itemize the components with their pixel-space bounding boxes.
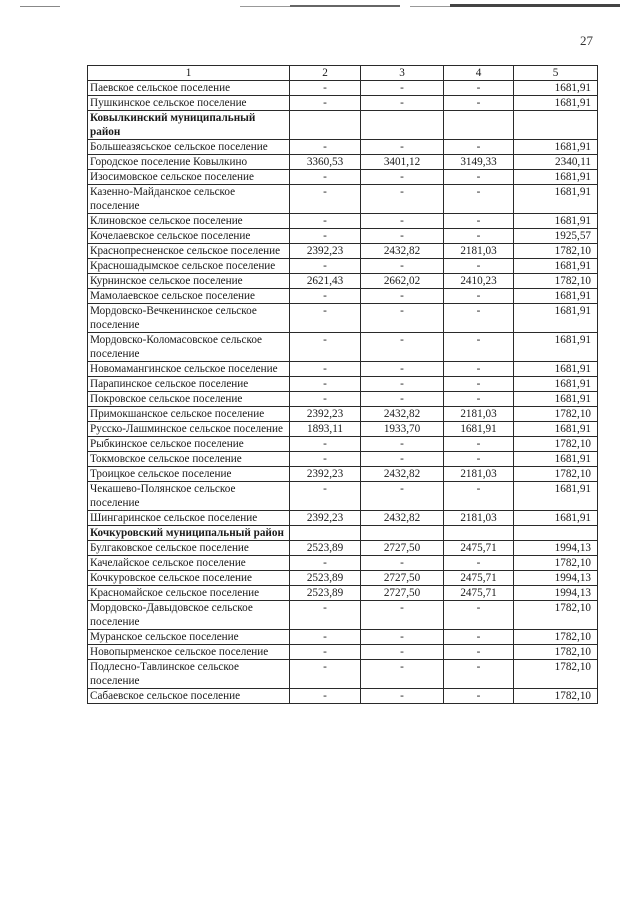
value-cell-col-4: - [444, 333, 514, 362]
table-row [88, 392, 598, 407]
value-cell-col-3: - [361, 259, 444, 274]
value-cell-col-4: - [444, 96, 514, 111]
value-cell-col-5: 1681,91 [514, 377, 598, 392]
table-row [88, 407, 598, 422]
settlement-name-cell: Примокшанское сельское поселение [88, 407, 290, 422]
value-cell-col-3: - [361, 392, 444, 407]
value-cell-col-2: 2621,43 [290, 274, 361, 289]
table-header-row [88, 66, 598, 81]
value-cell-col-5: 1782,10 [514, 407, 598, 422]
value-cell-col-4: - [444, 437, 514, 452]
district-header-row [88, 526, 598, 541]
table-row [88, 422, 598, 437]
table-row [88, 571, 598, 586]
value-cell-col-3: 2432,82 [361, 511, 444, 526]
value-cell-col-5: 1925,57 [514, 229, 598, 244]
value-cell-col-2: - [290, 229, 361, 244]
value-cell-col-5: 1782,10 [514, 437, 598, 452]
value-cell-col-5: 1782,10 [514, 244, 598, 259]
table-row [88, 482, 598, 511]
value-cell-col-5: 1681,91 [514, 422, 598, 437]
value-cell-col-2: 2392,23 [290, 467, 361, 482]
settlement-name-cell: Кочкуровское сельское поселение [88, 571, 290, 586]
table-row [88, 229, 598, 244]
value-cell-col-2: - [290, 689, 361, 704]
value-cell-col-3: - [361, 333, 444, 362]
settlement-name-cell: Изосимовское сельское поселение [88, 170, 290, 185]
data-table [87, 65, 598, 704]
value-cell-col-2: - [290, 185, 361, 214]
value-cell-col-4: - [444, 689, 514, 704]
column-header-5: 5 [514, 66, 598, 81]
settlement-name-cell: Мордовско-Вечкенинское сельское поселение [88, 304, 290, 333]
value-cell-col-4: 2181,03 [444, 407, 514, 422]
value-cell-col-3: 2432,82 [361, 467, 444, 482]
value-cell-col-4: - [444, 289, 514, 304]
table-row [88, 96, 598, 111]
value-cell-col-4: - [444, 259, 514, 274]
value-cell-col-2: - [290, 645, 361, 660]
settlement-name-cell: Булгаковское сельское поселение [88, 541, 290, 556]
table-row [88, 541, 598, 556]
value-cell-col-4: - [444, 482, 514, 511]
value-cell-col-5: 1782,10 [514, 689, 598, 704]
value-cell-col-2: - [290, 304, 361, 333]
value-cell-col-4: 2181,03 [444, 467, 514, 482]
settlement-name-cell: Новомамангинское сельское поселение [88, 362, 290, 377]
value-cell-col-3: - [361, 96, 444, 111]
table-row [88, 362, 598, 377]
value-cell-col-3: - [361, 185, 444, 214]
value-cell-col-3: - [361, 289, 444, 304]
settlement-name-cell: Паевское сельское поселение [88, 81, 290, 96]
value-cell-col-3: - [361, 660, 444, 689]
settlement-name-cell: Курнинское сельское поселение [88, 274, 290, 289]
value-cell-col-2: 2392,23 [290, 407, 361, 422]
settlement-name-cell: Клиновское сельское поселение [88, 214, 290, 229]
value-cell-col-3 [361, 526, 444, 541]
value-cell-col-5: 1782,10 [514, 467, 598, 482]
value-cell-col-4: - [444, 452, 514, 467]
table-row [88, 259, 598, 274]
settlement-name-cell: Шингаринское сельское поселение [88, 511, 290, 526]
value-cell-col-3: - [361, 630, 444, 645]
value-cell-col-3: 1933,70 [361, 422, 444, 437]
table-row [88, 437, 598, 452]
value-cell-col-5: 1782,10 [514, 645, 598, 660]
settlement-name-cell: Мордовско-Давыдовское сельское поселение [88, 601, 290, 630]
value-cell-col-2: - [290, 289, 361, 304]
value-cell-col-2: - [290, 170, 361, 185]
value-cell-col-5: 1681,91 [514, 96, 598, 111]
value-cell-col-2: 2392,23 [290, 511, 361, 526]
table-row [88, 214, 598, 229]
value-cell-col-5: 1782,10 [514, 601, 598, 630]
value-cell-col-3: - [361, 452, 444, 467]
value-cell-col-3: 2727,50 [361, 541, 444, 556]
settlement-name-cell: Муранское сельское поселение [88, 630, 290, 645]
value-cell-col-4: 2475,71 [444, 586, 514, 601]
value-cell-col-5: 1681,91 [514, 392, 598, 407]
value-cell-col-4: - [444, 140, 514, 155]
table-row [88, 601, 598, 630]
settlement-name-cell: Красномайское сельское поселение [88, 586, 290, 601]
value-cell-col-2: - [290, 556, 361, 571]
value-cell-col-4: - [444, 645, 514, 660]
value-cell-col-5: 1681,91 [514, 214, 598, 229]
value-cell-col-3: - [361, 689, 444, 704]
value-cell-col-2: 2523,89 [290, 571, 361, 586]
table-body [88, 81, 598, 704]
value-cell-col-5: 1681,91 [514, 289, 598, 304]
column-header-2: 2 [290, 66, 361, 81]
value-cell-col-2: - [290, 601, 361, 630]
value-cell-col-5: 1681,91 [514, 185, 598, 214]
page-number: 27 [580, 33, 593, 48]
value-cell-col-5: 1681,91 [514, 362, 598, 377]
settlement-name-cell: Рыбкинское сельское поселение [88, 437, 290, 452]
value-cell-col-3: 2432,82 [361, 244, 444, 259]
value-cell-col-2: - [290, 362, 361, 377]
value-cell-col-2: 2523,89 [290, 586, 361, 601]
value-cell-col-3: 2432,82 [361, 407, 444, 422]
value-cell-col-5: 1994,13 [514, 571, 598, 586]
value-cell-col-3: - [361, 482, 444, 511]
table-row [88, 556, 598, 571]
table-row [88, 81, 598, 96]
value-cell-col-3: - [361, 377, 444, 392]
value-cell-col-4: 1681,91 [444, 422, 514, 437]
value-cell-col-2: - [290, 333, 361, 362]
value-cell-col-5: 1681,91 [514, 81, 598, 96]
value-cell-col-3: - [361, 229, 444, 244]
value-cell-col-3: - [361, 170, 444, 185]
table-row [88, 155, 598, 170]
value-cell-col-4: - [444, 304, 514, 333]
value-cell-col-5: 1782,10 [514, 660, 598, 689]
value-cell-col-4: 3149,33 [444, 155, 514, 170]
value-cell-col-2: 2523,89 [290, 541, 361, 556]
column-header-3: 3 [361, 66, 444, 81]
value-cell-col-4: - [444, 214, 514, 229]
value-cell-col-2: - [290, 392, 361, 407]
value-cell-col-4: - [444, 170, 514, 185]
table-row [88, 244, 598, 259]
table-row [88, 304, 598, 333]
value-cell-col-5: 1994,13 [514, 586, 598, 601]
settlement-name-cell: Красношадымское сельское поселение [88, 259, 290, 274]
value-cell-col-3: - [361, 140, 444, 155]
value-cell-col-3: - [361, 362, 444, 377]
value-cell-col-4: - [444, 377, 514, 392]
value-cell-col-2: - [290, 140, 361, 155]
value-cell-col-5: 1782,10 [514, 630, 598, 645]
value-cell-col-5: 1782,10 [514, 556, 598, 571]
settlement-name-cell: Новопырменское сельское поселение [88, 645, 290, 660]
table-row [88, 660, 598, 689]
value-cell-col-4: 2410,23 [444, 274, 514, 289]
table-row [88, 377, 598, 392]
value-cell-col-5: 1681,91 [514, 333, 598, 362]
value-cell-col-4: - [444, 185, 514, 214]
settlement-name-cell: Парапинское сельское поселение [88, 377, 290, 392]
value-cell-col-3: - [361, 437, 444, 452]
table-row [88, 689, 598, 704]
value-cell-col-3: - [361, 81, 444, 96]
value-cell-col-2 [290, 111, 361, 140]
table-row [88, 185, 598, 214]
value-cell-col-2: - [290, 452, 361, 467]
settlement-name-cell: Краснопресненское сельское поселение [88, 244, 290, 259]
value-cell-col-2 [290, 526, 361, 541]
value-cell-col-2: 2392,23 [290, 244, 361, 259]
settlement-name-cell: Покровское сельское поселение [88, 392, 290, 407]
value-cell-col-4: - [444, 229, 514, 244]
value-cell-col-4: 2181,03 [444, 244, 514, 259]
value-cell-col-2: - [290, 81, 361, 96]
value-cell-col-3 [361, 111, 444, 140]
value-cell-col-4: 2475,71 [444, 541, 514, 556]
value-cell-col-4: - [444, 630, 514, 645]
value-cell-col-3: - [361, 214, 444, 229]
value-cell-col-4: - [444, 601, 514, 630]
value-cell-col-3: 2727,50 [361, 571, 444, 586]
value-cell-col-2: - [290, 259, 361, 274]
value-cell-col-2: - [290, 630, 361, 645]
table-row [88, 289, 598, 304]
table-row [88, 586, 598, 601]
value-cell-col-5: 1681,91 [514, 304, 598, 333]
value-cell-col-2: - [290, 437, 361, 452]
value-cell-col-5: 1681,91 [514, 482, 598, 511]
settlement-name-cell: Токмовское сельское поселение [88, 452, 290, 467]
value-cell-col-5: 1681,91 [514, 140, 598, 155]
settlement-name-cell: Русско-Лашминское сельское поселение [88, 422, 290, 437]
value-cell-col-5: 1681,91 [514, 170, 598, 185]
table-row [88, 452, 598, 467]
value-cell-col-5: 1994,13 [514, 541, 598, 556]
settlement-name-cell: Большеазясьское сельское поселение [88, 140, 290, 155]
value-cell-col-2: - [290, 482, 361, 511]
table-row [88, 511, 598, 526]
value-cell-col-2: - [290, 660, 361, 689]
value-cell-col-2: 3360,53 [290, 155, 361, 170]
value-cell-col-4: - [444, 556, 514, 571]
settlement-name-cell: Мордовско-Коломасовское сельское поселение [88, 333, 290, 362]
value-cell-col-3: - [361, 601, 444, 630]
value-cell-col-2: - [290, 214, 361, 229]
settlement-name-cell: Кочелаевское сельское поселение [88, 229, 290, 244]
table-row [88, 333, 598, 362]
value-cell-col-3: - [361, 556, 444, 571]
value-cell-col-5: 1782,10 [514, 274, 598, 289]
settlement-name-cell: Чекашево-Полянское сельское поселение [88, 482, 290, 511]
district-header-row [88, 111, 598, 140]
value-cell-col-4 [444, 526, 514, 541]
value-cell-col-2: - [290, 377, 361, 392]
settlement-name-cell: Качелайское сельское поселение [88, 556, 290, 571]
value-cell-col-3: - [361, 304, 444, 333]
value-cell-col-4: 2475,71 [444, 571, 514, 586]
settlement-name-cell: Ковылкинский муниципальный район [88, 111, 290, 140]
value-cell-col-3: 2662,02 [361, 274, 444, 289]
value-cell-col-4: - [444, 660, 514, 689]
value-cell-col-5 [514, 526, 598, 541]
column-header-4: 4 [444, 66, 514, 81]
value-cell-col-2: 1893,11 [290, 422, 361, 437]
value-cell-col-5: 1681,91 [514, 452, 598, 467]
value-cell-col-5: 1681,91 [514, 259, 598, 274]
value-cell-col-4: 2181,03 [444, 511, 514, 526]
settlement-name-cell: Городское поселение Ковылкино [88, 155, 290, 170]
settlement-name-cell: Казенно-Майданское сельское поселение [88, 185, 290, 214]
scan-artifact-top [0, 0, 640, 14]
value-cell-col-4: - [444, 392, 514, 407]
table-row [88, 467, 598, 482]
settlement-name-cell: Сабаевское сельское поселение [88, 689, 290, 704]
value-cell-col-5 [514, 111, 598, 140]
value-cell-col-4: - [444, 81, 514, 96]
value-cell-col-4 [444, 111, 514, 140]
table-row [88, 140, 598, 155]
value-cell-col-3: 2727,50 [361, 586, 444, 601]
table-row [88, 170, 598, 185]
settlement-name-cell: Мамолаевское сельское поселение [88, 289, 290, 304]
value-cell-col-3: 3401,12 [361, 155, 444, 170]
value-cell-col-2: - [290, 96, 361, 111]
value-cell-col-4: - [444, 362, 514, 377]
table-row [88, 645, 598, 660]
column-header-1: 1 [88, 66, 290, 81]
value-cell-col-5: 1681,91 [514, 511, 598, 526]
settlement-name-cell: Подлесно-Тавлинское сельское поселение [88, 660, 290, 689]
table-row [88, 630, 598, 645]
value-cell-col-5: 2340,11 [514, 155, 598, 170]
settlement-name-cell: Кочкуровский муниципальный район [88, 526, 290, 541]
settlement-name-cell: Троицкое сельское поселение [88, 467, 290, 482]
value-cell-col-3: - [361, 645, 444, 660]
table-row [88, 274, 598, 289]
settlement-name-cell: Пушкинское сельское поселение [88, 96, 290, 111]
